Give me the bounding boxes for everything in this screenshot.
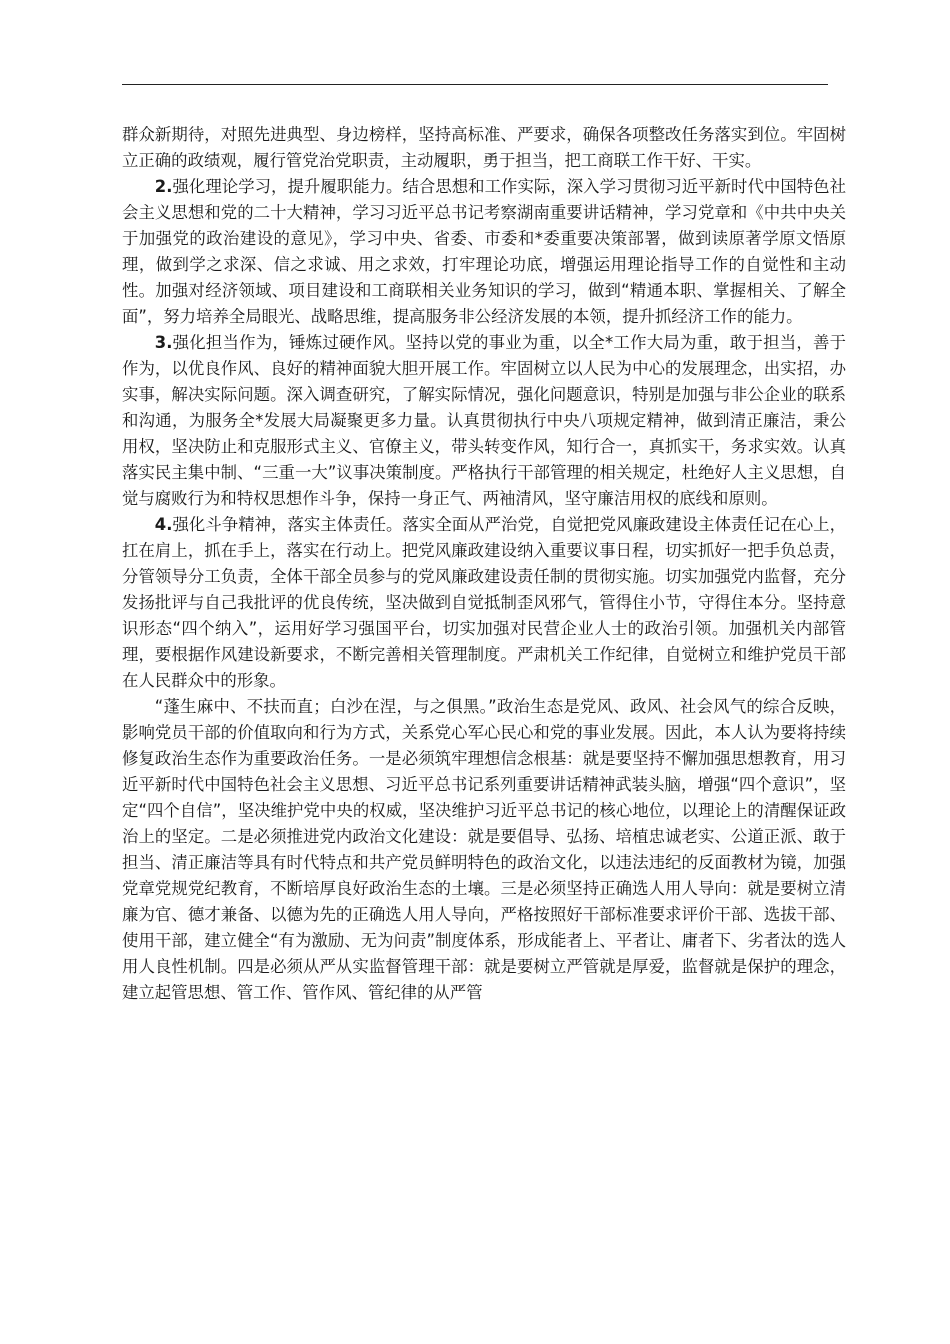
paragraph-text: 强化理论学习，提升履职能力。结合思想和工作实际，深入学习贯彻习近平新时代中国特色社会主义思想和党的二十大精神，学习习近平总书记考察湖南重要讲话精神，学习党章和《中共中央关于加强党的政治建设的意见》，学习中央、省委、市委和*委重要决策部署，做到读原著学原文悟原理，做到学之求深、信之求诚、用之求效，打牢理论功底，增强运用理论指导工作的自觉性和主动性。加强对经济领域、项目建设和工商联相关业务知识的学习，做到“精通本职、掌握相关、了解全面”，努力培养全局眼光、战略思维，提高服务非公经济发展的本领，提升抓经济工作的能力。 xyxy=(122,177,846,326)
document-body xyxy=(122,122,846,1006)
paragraph-number: 4. xyxy=(154,515,173,534)
paragraph-continuation xyxy=(122,122,846,174)
paragraph-political-ecology xyxy=(122,694,846,1006)
paragraph-number: 2. xyxy=(154,177,173,196)
paragraph-number: 3. xyxy=(154,333,173,352)
paragraph-text: “蓬生麻中、不扶而直；白沙在涅，与之俱黑。”政治生态是党风、政风、社会风气的综合反映，影响党员干部的价值取向和行为方式，关系党心军心民心和党的事业发展。因此，本人认为要将持续修复政治生态作为重要政治任务。一是必须筑牢理想信念根基：就是要坚持不懈加强思想教育，用习近平新时代中国特色社会主义思想、习近平总书记系列重要讲话精神武装头脑，增强“四个意识”，坚定“四个自信”，坚决维护党中央的权威，坚决维护习近平总书记的核心地位，以理论上的清醒保证政治上的坚定。二是必须推进党内政治文化建设：就是要倡导、弘扬、培植忠诚老实、公道正派、敢于担当、清正廉洁等具有时代特点和共产党员鲜明特色的政治文化，以违法违纪的反面教材为镜，加强党章党规党纪教育，不断培厚良好政治生态的土壤。三是必须坚持正确选人用人导向：就是要树立清廉为官、德才兼备、以德为先的正确选人用人导向，严格按照好干部标准要求评价干部、选拔干部、使用干部，建立健全“有为激励、无为问责”制度体系，形成能者上、平者让、庸者下、劣者汰的选人用人良性机制。四是必须从严从实监督管理干部：就是要树立严管就是厚爱，监督就是保护的理念，建立起管思想、管工作、管作风、管纪律的从严管 xyxy=(122,697,846,1002)
paragraph-item-3 xyxy=(122,330,846,512)
paragraph-item-2 xyxy=(122,174,846,330)
paragraph-text: 强化担当作为，锤炼过硬作风。坚持以党的事业为重，以全*工作大局为重，敢于担当，善于作为，以优良作风、良好的精神面貌大胆开展工作。牢固树立以人民为中心的发展理念，出实招，办实事，解决实际问题。深入调查研究，了解实际情况，强化问题意识，特别是加强与非公企业的联系和沟通，为服务全*发展大局凝聚更多力量。认真贯彻执行中央八项规定精神，做到清正廉洁，秉公用权，坚决防止和克服形式主义、官僚主义，带头转变作风，知行合一，真抓实干，务求实效。认真落实民主集中制、“三重一大”议事决策制度。严格执行干部管理的相关规定，杜绝好人主义思想，自觉与腐败行为和特权思想作斗争，保持一身正气、两袖清风，坚守廉洁用权的底线和原则。 xyxy=(122,333,846,508)
header-rule xyxy=(122,84,828,85)
paragraph-text: 群众新期待，对照先进典型、身边榜样，坚持高标准、严要求，确保各项整改任务落实到位。牢固树立正确的政绩观，履行管党治党职责，主动履职，勇于担当，把工商联工作干好、干实。 xyxy=(122,125,846,170)
paragraph-item-4 xyxy=(122,512,846,694)
paragraph-text: 强化斗争精神，落实主体责任。落实全面从严治党，自觉把党风廉政建设主体责任记在心上，扛在肩上，抓在手上，落实在行动上。把党风廉政建设纳入重要议事日程，切实抓好一把手负总责，分管领导分工负责，全体干部全员参与的党风廉政建设责任制的贯彻实施。切实加强党内监督，充分发扬批评与自己我批评的优良传统，坚决做到自觉抵制歪风邪气，管得住小节，守得住本分。坚持意识形态“四个纳入”，运用好学习强国平台，切实加强对民营企业人士的政治引领。加强机关内部管理，要根据作风建设新要求，不断完善相关管理制度。严肃机关工作纪律，自觉树立和维护党员干部在人民群众中的形象。 xyxy=(122,515,846,690)
